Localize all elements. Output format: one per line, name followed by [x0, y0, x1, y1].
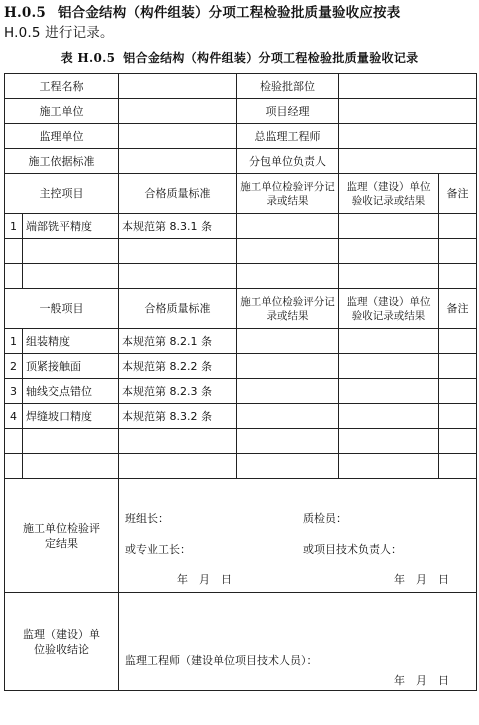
empty-cell[interactable]: [237, 264, 339, 289]
quality-standard-heading: 合格质量标准: [119, 289, 237, 329]
empty-cell: [5, 264, 23, 289]
row-number: 2: [5, 354, 23, 379]
table-row: [5, 329, 477, 354]
empty-cell: [23, 264, 119, 289]
tech-lead-label: 或项目技术负责人：: [303, 543, 402, 556]
row-number: 4: [5, 404, 23, 429]
item-name: 顶紧接触面: [23, 354, 119, 379]
empty-cell[interactable]: [339, 429, 439, 454]
main-control-header: [5, 174, 477, 214]
supervisor-result-heading: 监理（建设）单位验收记录或结果: [339, 174, 439, 214]
empty-cell[interactable]: [439, 264, 477, 289]
empty-cell[interactable]: [439, 379, 477, 404]
supervisor-result-cell[interactable]: [339, 214, 439, 239]
empty-cell: [23, 454, 119, 479]
table-caption: [0, 49, 479, 66]
table-row: [5, 239, 477, 264]
empty-cell[interactable]: [439, 454, 477, 479]
item-standard: 本规范第 8.3.2 条: [119, 404, 237, 429]
contractor-result-cell[interactable]: [237, 214, 339, 239]
item-standard: 本规范第 8.2.1 条: [119, 329, 237, 354]
empty-cell: [119, 454, 237, 479]
header-row: [5, 99, 477, 124]
quality-standard-heading: 合格质量标准: [119, 174, 237, 214]
contractor-evaluation-row: [5, 479, 477, 593]
project-name-value[interactable]: [119, 74, 237, 99]
empty-cell[interactable]: [339, 379, 439, 404]
clause-number: H.0.5: [4, 5, 46, 21]
empty-cell[interactable]: [439, 354, 477, 379]
item-standard: 本规范第 8.3.1 条: [119, 214, 237, 239]
table-row: [5, 354, 477, 379]
foreman-label: 或专业工长：: [125, 543, 191, 556]
team-leader-label: 班组长：: [125, 512, 169, 525]
empty-cell[interactable]: [439, 404, 477, 429]
contractor-value[interactable]: [119, 99, 237, 124]
empty-cell: [23, 429, 119, 454]
standard-basis-value[interactable]: [119, 149, 237, 174]
contractor-eval-label: 施工单位检验评定结果: [23, 521, 100, 550]
empty-cell: [119, 264, 237, 289]
item-name: 端部铣平精度: [23, 214, 119, 239]
contractor-label: 施工单位: [5, 99, 119, 124]
empty-cell[interactable]: [439, 329, 477, 354]
empty-cell[interactable]: [237, 354, 339, 379]
item-name: 轴线交点错位: [23, 379, 119, 404]
project-name-label: 工程名称: [5, 74, 119, 99]
remark-heading: 备注: [439, 174, 477, 214]
table-number: 表 H.0.5: [60, 51, 116, 65]
empty-cell[interactable]: [339, 354, 439, 379]
remark-heading: 备注: [439, 289, 477, 329]
empty-cell[interactable]: [339, 239, 439, 264]
contractor-eval-content[interactable]: [119, 479, 477, 593]
empty-cell[interactable]: [439, 429, 477, 454]
inspector-label: 质检员：: [303, 512, 347, 525]
row-number: 1: [5, 214, 23, 239]
supervisor-eval-label: 监理（建设）单位验收结论: [23, 627, 100, 656]
table-row: [5, 429, 477, 454]
empty-cell[interactable]: [237, 404, 339, 429]
row-number: 3: [5, 379, 23, 404]
supervision-unit-label: 监理单位: [5, 124, 119, 149]
general-items-header: [5, 289, 477, 329]
intro-text: 铝合金结构（构件组装）分项工程检验批质量验收应按表: [57, 5, 401, 21]
project-manager-value[interactable]: [339, 99, 477, 124]
table-row: [5, 404, 477, 429]
table-row: [5, 379, 477, 404]
supervisor-result-heading: 监理（建设）单位验收记录或结果: [339, 289, 439, 329]
table-title: 铝合金结构（构件组装）分项工程检验批质量验收记录: [123, 51, 419, 65]
empty-cell[interactable]: [339, 264, 439, 289]
header-row: [5, 124, 477, 149]
inspection-location-value[interactable]: [339, 74, 477, 99]
empty-cell: [5, 239, 23, 264]
table-row: [5, 214, 477, 239]
item-name: 焊缝坡口精度: [23, 404, 119, 429]
empty-cell[interactable]: [339, 454, 439, 479]
empty-cell: [23, 239, 119, 264]
empty-cell[interactable]: [439, 239, 477, 264]
supervising-engineer-label: 监理工程师（建设单位项目技术人员）：: [125, 654, 318, 667]
table-row: [5, 264, 477, 289]
supervision-unit-value[interactable]: [119, 124, 237, 149]
empty-cell: [119, 429, 237, 454]
table-row: [5, 454, 477, 479]
empty-cell[interactable]: [237, 379, 339, 404]
standard-basis-label: 施工依据标准: [5, 149, 119, 174]
intro-text-line2: H.0.5 进行记录。: [4, 25, 114, 41]
item-standard: 本规范第 8.2.2 条: [119, 354, 237, 379]
supervisor-eval-label-cell: [5, 593, 119, 691]
row-number: 1: [5, 329, 23, 354]
empty-cell: [5, 454, 23, 479]
item-standard: 本规范第 8.2.3 条: [119, 379, 237, 404]
contractor-result-heading: 施工单位检验评分记录或结果: [237, 289, 339, 329]
contractor-result-heading: 施工单位检验评分记录或结果: [237, 174, 339, 214]
empty-cell[interactable]: [237, 239, 339, 264]
contractor-date-right: 年 月 日: [394, 573, 449, 586]
empty-cell: [5, 429, 23, 454]
intro-paragraph: [4, 3, 476, 43]
main-control-heading: 主控项目: [5, 174, 119, 214]
subcontractor-lead-value[interactable]: [339, 149, 477, 174]
chief-supervisor-value[interactable]: [339, 124, 477, 149]
chief-supervisor-label: 总监理工程师: [237, 124, 339, 149]
empty-cell[interactable]: [339, 404, 439, 429]
header-row: [5, 149, 477, 174]
supervisor-evaluation-row: [5, 593, 477, 691]
empty-cell: [119, 239, 237, 264]
subcontractor-lead-label: 分包单位负责人: [237, 149, 339, 174]
supervisor-date: 年 月 日: [394, 674, 449, 687]
contractor-date-left: 年 月 日: [177, 573, 232, 586]
item-name: 组装精度: [23, 329, 119, 354]
remark-cell[interactable]: [439, 214, 477, 239]
contractor-eval-label-cell: [5, 479, 119, 593]
empty-cell[interactable]: [237, 454, 339, 479]
inspection-record-table: [4, 73, 477, 691]
general-items-heading: 一般项目: [5, 289, 119, 329]
supervisor-eval-content[interactable]: [119, 593, 477, 691]
empty-cell[interactable]: [339, 329, 439, 354]
empty-cell[interactable]: [237, 429, 339, 454]
header-row: [5, 74, 477, 99]
inspection-location-label: 检验批部位: [237, 74, 339, 99]
empty-cell[interactable]: [237, 329, 339, 354]
project-manager-label: 项目经理: [237, 99, 339, 124]
